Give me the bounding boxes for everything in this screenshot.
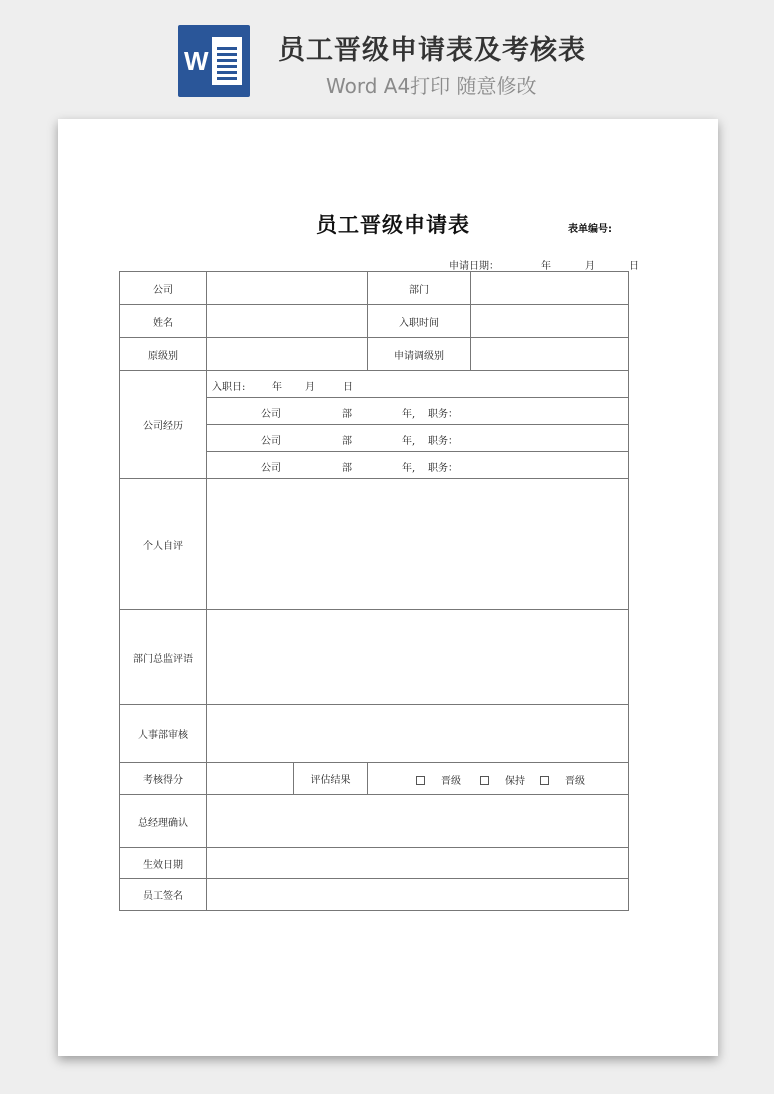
application-table <box>119 271 629 911</box>
word-document-icon <box>178 25 250 97</box>
entry-date-row[interactable] <box>207 371 629 398</box>
self-evaluation-field[interactable] <box>207 479 629 610</box>
score-field[interactable] <box>207 763 294 795</box>
banner-title: 员工晋级申请表及考核表 <box>278 35 586 66</box>
original-level-label: 原级别 <box>120 338 207 371</box>
hr-review-field[interactable] <box>207 705 629 763</box>
department-field[interactable] <box>471 272 629 305</box>
option-promote-2[interactable]: 晋级 <box>540 772 585 787</box>
word-letter: W <box>184 46 209 76</box>
director-comment-label: 部门总监评语 <box>120 610 207 705</box>
page-banner <box>0 0 774 118</box>
history-row-2[interactable] <box>207 425 629 452</box>
history-dept: 部 <box>342 436 352 447</box>
requested-level-field[interactable] <box>471 338 629 371</box>
history-dept: 部 <box>342 463 352 474</box>
hr-review-label: 人事部审核 <box>120 705 207 763</box>
hire-date-field[interactable] <box>471 305 629 338</box>
effective-date-label: 生效日期 <box>120 848 207 879</box>
original-level-field[interactable] <box>207 338 368 371</box>
history-year: 年, <box>402 436 416 447</box>
signature-field[interactable] <box>207 879 629 911</box>
checkbox-icon[interactable] <box>480 776 489 785</box>
score-label: 考核得分 <box>120 763 207 795</box>
gm-confirm-field[interactable] <box>207 795 629 848</box>
director-comment-field[interactable] <box>207 610 629 705</box>
name-field[interactable] <box>207 305 368 338</box>
history-dept: 部 <box>342 409 352 420</box>
apply-date-year: 年 <box>541 261 551 272</box>
history-company: 公司 <box>261 436 281 447</box>
history-row-3[interactable] <box>207 452 629 479</box>
apply-date-label: 申请日期： <box>449 261 499 272</box>
history-position: 职务： <box>428 409 458 420</box>
history-position: 职务： <box>428 463 458 474</box>
history-position: 职务： <box>428 436 458 447</box>
history-year: 年, <box>402 463 416 474</box>
company-field[interactable] <box>207 272 368 305</box>
name-label: 姓名 <box>120 305 207 338</box>
self-evaluation-label: 个人自评 <box>120 479 207 610</box>
document-page <box>58 119 718 1056</box>
effective-date-field[interactable] <box>207 848 629 879</box>
result-options <box>368 763 629 795</box>
apply-date-month: 月 <box>585 261 595 272</box>
checkbox-icon[interactable] <box>540 776 549 785</box>
entry-date-label: 入职日: <box>212 382 246 393</box>
form-title: 员工晋级申请表 <box>316 212 470 237</box>
history-company: 公司 <box>261 409 281 420</box>
apply-date-day: 日 <box>629 261 639 272</box>
option-promote[interactable]: 晋级 <box>416 772 461 787</box>
signature-label: 员工签名 <box>120 879 207 911</box>
history-company: 公司 <box>261 463 281 474</box>
apply-date-line <box>449 257 664 271</box>
banner-subtitle: Word A4打印 随意修改 <box>326 74 537 98</box>
history-row-1[interactable] <box>207 398 629 425</box>
entry-date-month: 月 <box>305 382 315 393</box>
result-label: 评估结果 <box>294 763 368 795</box>
entry-date-year: 年 <box>272 382 282 393</box>
history-year: 年, <box>402 409 416 420</box>
form-number-label: 表单编号: <box>568 224 612 235</box>
entry-date-day: 日 <box>343 382 353 393</box>
checkbox-icon[interactable] <box>416 776 425 785</box>
work-history-label: 公司经历 <box>120 371 207 479</box>
gm-confirm-label: 总经理确认 <box>120 795 207 848</box>
department-label: 部门 <box>368 272 471 305</box>
option-keep[interactable]: 保持 <box>480 772 525 787</box>
requested-level-label: 申请调级别 <box>368 338 471 371</box>
hire-date-label: 入职时间 <box>368 305 471 338</box>
company-label: 公司 <box>120 272 207 305</box>
